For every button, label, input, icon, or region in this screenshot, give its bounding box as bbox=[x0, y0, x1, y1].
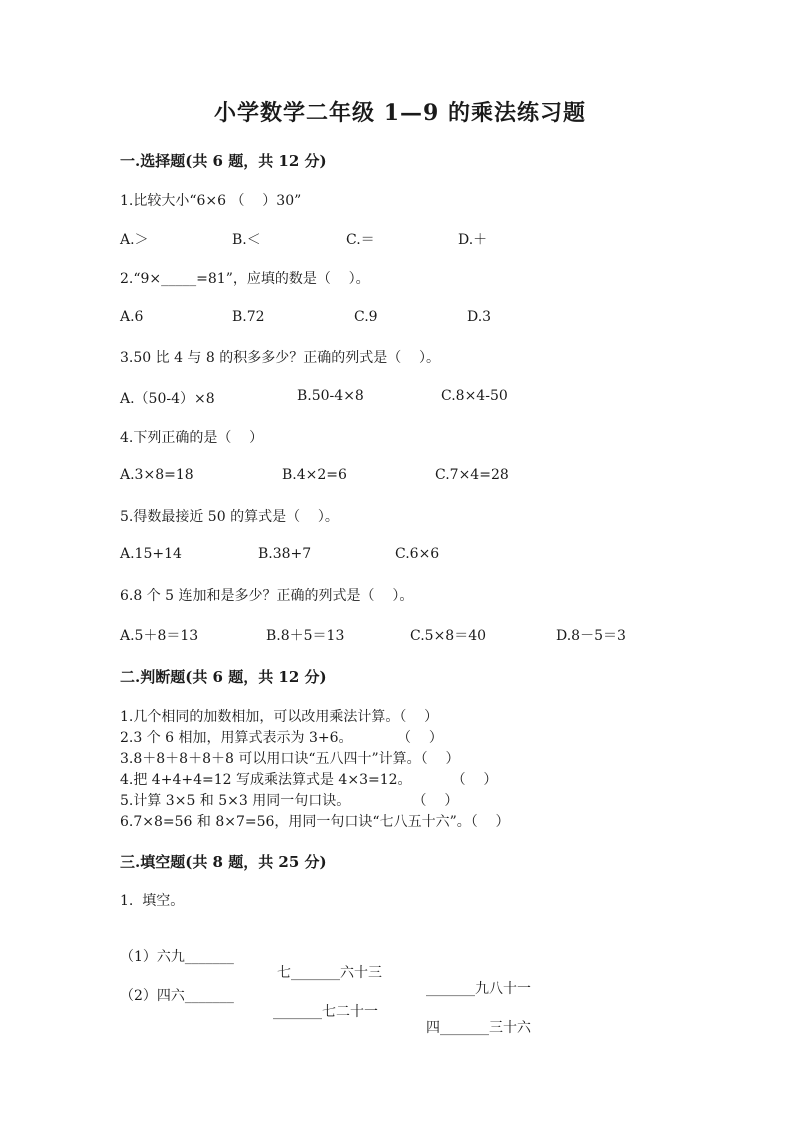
q5-option-a: A.15+14 bbox=[120, 546, 182, 562]
section-judge-heading: 二.判断题(共 6 题，共 12 分) bbox=[120, 668, 327, 686]
fill-2-1: （2）四六_______ bbox=[120, 988, 234, 1004]
judge-item-3: 3.8＋8＋8＋8＋8 可以用口诀“五八四十”计算。（ ） bbox=[120, 751, 460, 767]
q4-option-c: C.7×4=28 bbox=[435, 467, 509, 483]
q6-option-d: D.8－5＝3 bbox=[556, 628, 626, 644]
fill-2-3: 四_______三十六 bbox=[426, 1020, 531, 1036]
q6-option-c: C.5×8＝40 bbox=[410, 628, 487, 644]
q5-option-c: C.6×6 bbox=[395, 546, 440, 562]
question-6: 6.8 个 5 连加和是多少？正确的列式是（ ）。 bbox=[120, 588, 414, 604]
fill-row-2 bbox=[120, 969, 680, 1036]
q5-option-b: B.38+7 bbox=[258, 546, 312, 562]
fill-1-2: 七_______六十三 bbox=[277, 965, 382, 981]
q3-option-a: A.（50-4）×8 bbox=[120, 391, 215, 407]
question-3: 3.50 比 4 与 8 的积多多少？正确的列式是（ ）。 bbox=[120, 350, 441, 366]
judge-item-4: 4.把 4+4+4=12 写成乘法算式是 4×3=12。 （ ） bbox=[120, 772, 498, 788]
question-5: 5.得数最接近 50 的算式是（ ）。 bbox=[120, 509, 339, 525]
q1-option-b: B.＜ bbox=[232, 232, 261, 248]
q6-option-a: A.5＋8＝13 bbox=[120, 628, 199, 644]
q3-option-b: B.50-4×8 bbox=[297, 388, 364, 404]
section-fill-heading: 三.填空题(共 8 题，共 25 分) bbox=[120, 853, 327, 871]
q2-option-d: D.3 bbox=[467, 309, 492, 325]
fill-2-2: _______七二十一 bbox=[273, 1004, 378, 1020]
q6-option-b: B.8＋5＝13 bbox=[266, 628, 345, 644]
fill-1-1: （1）六九_______ bbox=[120, 949, 234, 965]
judge-item-2: 2.3 个 6 相加，用算式表示为 3+6。 （ ） bbox=[120, 730, 443, 746]
fill-1-3: _______九八十一 bbox=[426, 981, 531, 997]
section-choice-heading: 一.选择题(共 6 题，共 12 分) bbox=[120, 152, 327, 170]
q4-option-a: A.3×8=18 bbox=[120, 467, 194, 483]
question-2: 2.“9×_____=81”，应填的数是（ ）。 bbox=[120, 271, 370, 287]
question-4: 4.下列正确的是（ ） bbox=[120, 430, 264, 446]
judge-item-1: 1.几个相同的加数相加，可以改用乘法计算。（ ） bbox=[120, 709, 439, 725]
q2-option-c: C.9 bbox=[354, 309, 378, 325]
q2-option-b: B.72 bbox=[232, 309, 265, 325]
q3-option-c: C.8×4-50 bbox=[441, 388, 508, 404]
q1-option-c: C.＝ bbox=[346, 232, 375, 248]
q1-option-a: A.＞ bbox=[120, 232, 149, 248]
q1-option-d: D.＋ bbox=[458, 232, 488, 248]
fill-question-1: 1. 填空。 bbox=[120, 893, 185, 909]
judge-item-6: 6.7×8=56 和 8×7=56，用同一句口诀“七八五十六”。（ ） bbox=[120, 814, 510, 830]
question-1: 1.比较大小“6×6 （ ）30” bbox=[120, 193, 302, 209]
q2-option-a: A.6 bbox=[120, 309, 144, 325]
q4-option-b: B.4×2=6 bbox=[282, 467, 347, 483]
judge-item-5: 5.计算 3×5 和 5×3 用同一句口诀。 （ ） bbox=[120, 793, 459, 809]
page-title: 小学数学二年级 1—9 的乘法练习题 bbox=[214, 100, 586, 126]
